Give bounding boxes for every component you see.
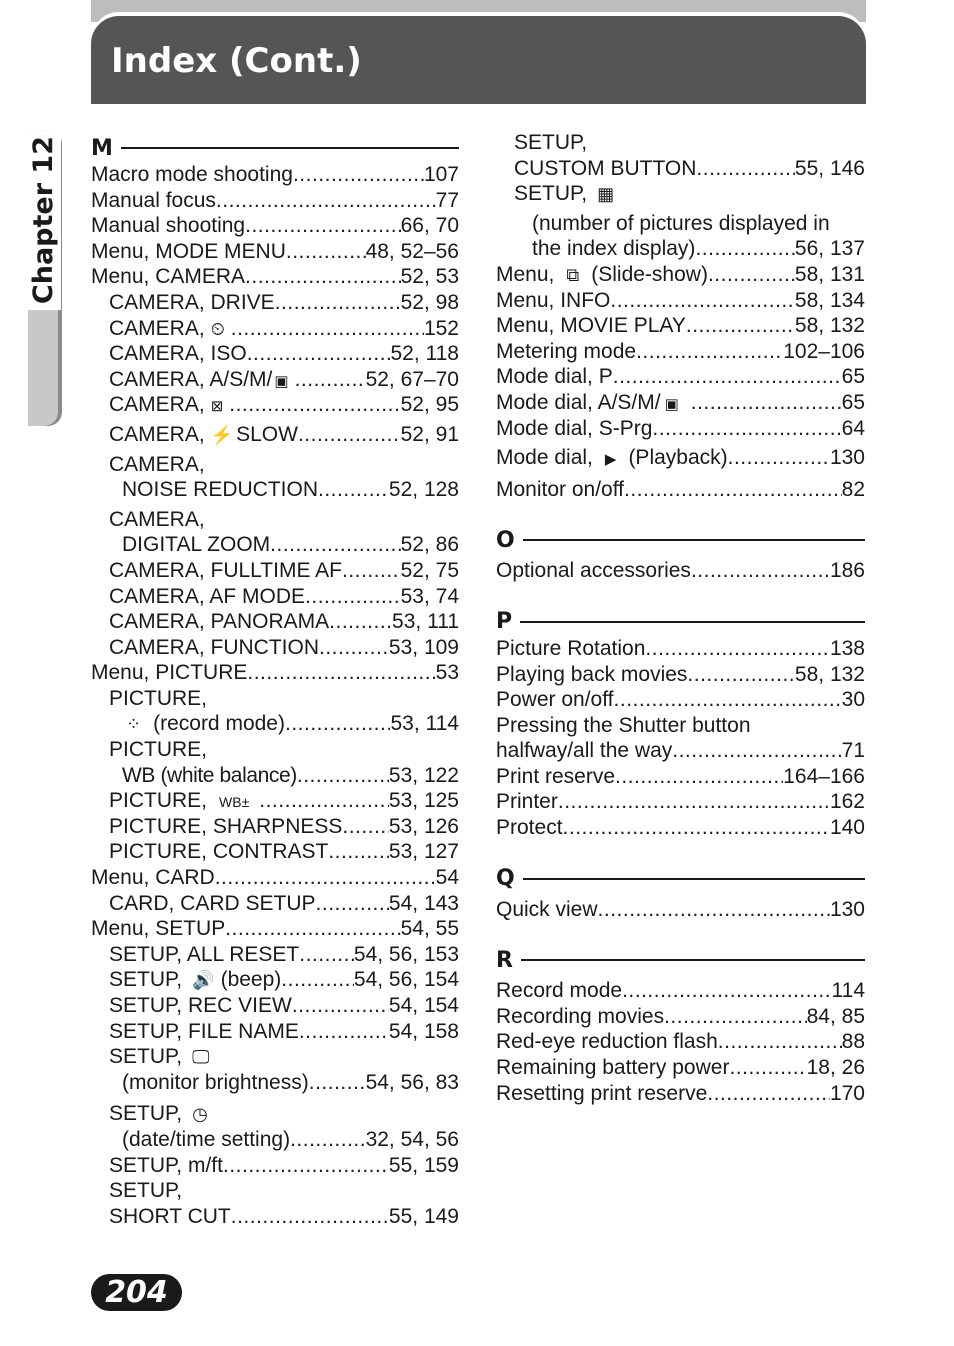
index-entry: PICTURE,: [109, 686, 208, 710]
index-entry: (date/time setting) ..... 32, 54, 56: [91, 1127, 459, 1153]
section-rule: [121, 147, 459, 149]
section-rule: [520, 621, 865, 623]
index-entry: Resetting print reserve ..... 170: [496, 1081, 865, 1107]
flash-icon: ⚡: [210, 424, 234, 445]
index-entry: Pressing the Shutter button: [496, 713, 751, 737]
index-entry: Menu, MODE MENU ..... 48, 52–56: [91, 239, 459, 265]
index-entry: Picture Rotation ..... 138: [496, 636, 865, 662]
section-heading-p: P: [496, 608, 865, 636]
index-entry: Menu, SETUP ..... 54, 55: [91, 916, 459, 942]
index-entry: (monitor brightness) ..... 54, 56, 83: [91, 1070, 459, 1096]
index-entry: Monitor on/off ..... 82: [496, 477, 865, 503]
section-rule: [523, 878, 865, 880]
index-entry: SETUP, REC VIEW ..... 54, 154: [91, 993, 459, 1019]
index-entry: Print reserve ..... 164–166: [496, 764, 865, 790]
record-mode-icon: ⁘: [126, 714, 142, 735]
index-entry: PICTURE, SHARPNESS ..... 53, 126: [91, 814, 459, 840]
index-entry: CAMERA, PANORAMA ..... 53, 111: [91, 609, 459, 635]
section-rule: [521, 959, 865, 961]
index-entry: Printer ..... 162: [496, 789, 865, 815]
index-entry: SHORT CUT ..... 55, 149: [91, 1204, 459, 1230]
index-entry: PICTURE, WB± ..... 53, 125: [91, 788, 459, 814]
index-entry: CAMERA, ISO ..... 52, 118: [91, 341, 459, 367]
beep-icon: 🔊: [192, 970, 215, 991]
index-entry: SETUP, m/ft ..... 55, 159: [91, 1153, 459, 1179]
section-heading-r: R: [496, 946, 865, 974]
section-rule: [523, 539, 865, 541]
slideshow-icon: ⧉: [566, 264, 580, 285]
index-entry: the index display) ..... 56, 137: [496, 236, 865, 262]
index-entry: SETUP,: [514, 131, 588, 154]
index-entry: SETUP, ALL RESET ..... 54, 56, 153: [91, 942, 459, 968]
my-mode-icon: ▣: [664, 395, 679, 413]
index-entry: SETUP, 🖵: [91, 1044, 459, 1070]
index-entry: Record mode ..... 114: [496, 978, 865, 1004]
section-heading-m: M: [91, 134, 459, 162]
index-entry: Menu, PICTURE ..... 53: [91, 660, 459, 686]
index-entry: Recording movies ..... 84, 85: [496, 1004, 865, 1030]
index-column-right: [496, 130, 865, 1106]
index-entry: CAMERA, A/S/M/ ▣ ..... 52, 67–70: [91, 367, 459, 393]
flash-compensation-icon: ⊠: [210, 398, 224, 416]
page-title: Index (Cont.): [111, 41, 362, 81]
playback-icon: ▶: [604, 451, 617, 469]
index-entry: CAMERA, FUNCTION ..... 53, 109: [91, 635, 459, 661]
index-entry: SETUP, 🔊 (beep) ..... 54, 56, 154: [91, 967, 459, 993]
index-entry: Quick view ..... 130: [496, 897, 865, 923]
index-entry: NOISE REDUCTION ..... 52, 128: [91, 477, 459, 503]
index-entry: DIGITAL ZOOM ..... 52, 86: [91, 532, 459, 558]
index-entry: PICTURE,: [109, 738, 208, 762]
white-balance-compensation-icon: WB±: [219, 794, 250, 811]
index-entry: Playing back movies ..... 58, 132: [496, 662, 865, 688]
index-entry: Menu, ⧉ (Slide-show) ..... 58, 131: [496, 262, 865, 288]
chapter-label: Chapter 12: [26, 130, 61, 310]
index-entry: Protect ..... 140: [496, 815, 865, 841]
index-entry: CAMERA, AF MODE ..... 53, 74: [91, 584, 459, 610]
index-entry: Menu, INFO ..... 58, 134: [496, 288, 865, 314]
index-entry: CAMERA, ⚡ SLOW ..... 52, 91: [91, 422, 459, 448]
index-entry: Red-eye reduction flash ..... 88: [496, 1029, 865, 1055]
index-entry: SETUP, ▦: [496, 181, 865, 207]
index-entry: CUSTOM BUTTON ..... 55, 146: [496, 156, 865, 182]
page-number: 204: [91, 1274, 182, 1311]
section-heading-o: O: [496, 526, 865, 554]
index-entry: Mode dial, S-Prg ..... 64: [496, 416, 865, 442]
index-entry: Menu, CAMERA ..... 52, 53: [91, 264, 459, 290]
index-entry: WB (white balance) ..... 53, 122: [91, 763, 459, 789]
index-entry: Mode dial, P ..... 65: [496, 364, 865, 390]
index-entry: Menu, MOVIE PLAY ..... 58, 132: [496, 313, 865, 339]
section-heading-q: Q: [496, 865, 865, 893]
index-entry: PICTURE, CONTRAST ..... 53, 127: [91, 839, 459, 865]
index-entry: CAMERA, FULLTIME AF ..... 52, 75: [91, 558, 459, 584]
self-timer-icon: ⏲: [210, 318, 225, 339]
index-entry: halfway/all the way ..... 71: [496, 738, 865, 764]
clock-icon: ◷: [192, 1104, 208, 1125]
index-entry: Metering mode ..... 102–106: [496, 339, 865, 365]
chapter-label-wrap: [23, 130, 63, 320]
index-entry: (number of pictures displayed in: [532, 211, 830, 235]
index-entry: CARD, CARD SETUP ..... 54, 143: [91, 891, 459, 917]
index-entry: CAMERA, ⊠ ..... 52, 95: [91, 392, 459, 418]
index-entry: CAMERA, ⏲ ..... 152: [91, 316, 459, 342]
index-entry: Macro mode shooting ..... 107: [91, 162, 459, 188]
page-header: [91, 16, 866, 104]
monitor-brightness-icon: 🖵: [192, 1046, 210, 1067]
index-entry: Mode dial, A/S/M/ ▣ ..... 65: [496, 390, 865, 416]
index-entry: SETUP,: [109, 1179, 183, 1203]
index-entry: Manual focus ..... 77: [91, 188, 459, 214]
index-display-icon: ▦: [597, 183, 615, 204]
index-column-left: [91, 130, 459, 1229]
index-entry: ⁘ (record mode) ..... 53, 114: [91, 711, 459, 737]
index-entry: CAMERA, DRIVE ..... 52, 98: [91, 290, 459, 316]
index-entry: Mode dial, ▶ (Playback) ..... 130: [496, 445, 865, 471]
index-entry: Menu, CARD ..... 54: [91, 865, 459, 891]
index-entry: CAMERA,: [109, 507, 205, 531]
index-entry: Remaining battery power ..... 18, 26: [496, 1055, 865, 1081]
my-mode-icon: ▣: [274, 372, 289, 390]
index-entry: Optional accessories ..... 186: [496, 558, 865, 584]
index-entry: SETUP, FILE NAME ..... 54, 158: [91, 1019, 459, 1045]
index-entry: Power on/off ..... 30: [496, 687, 865, 713]
index-entry: SETUP, ◷: [91, 1101, 459, 1127]
index-entry: Manual shooting ..... 66, 70: [91, 213, 459, 239]
index-entry: CAMERA,: [109, 452, 205, 476]
